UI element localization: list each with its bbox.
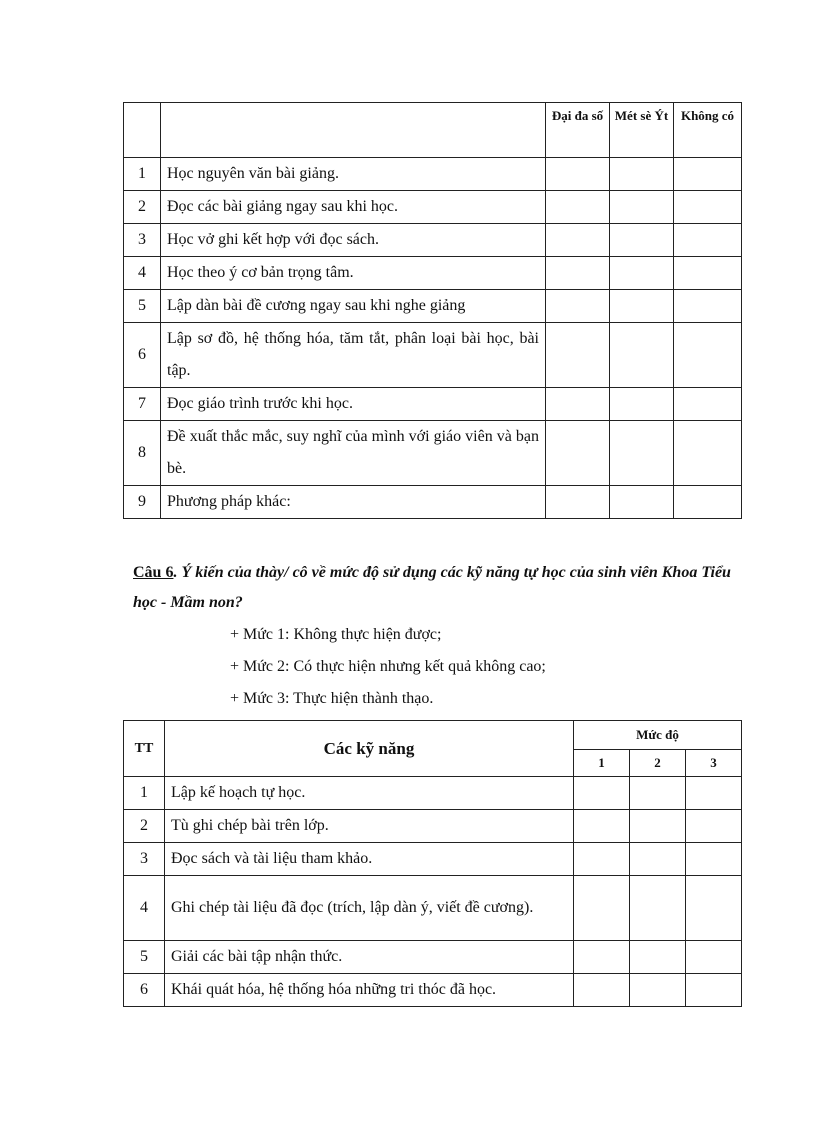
row-text: Lập dàn bài đề cương ngay sau khi nghe giảng	[161, 290, 546, 323]
cell-level-2	[630, 810, 686, 843]
cell-none	[674, 421, 742, 486]
table1-header-row	[124, 103, 742, 158]
cell-few	[610, 257, 674, 290]
row-number: 6	[124, 323, 161, 388]
cell-majority	[546, 388, 610, 421]
row-text: Lập sơ đồ, hệ thống hóa, tăm tắt, phân loại bài học, bài tập.	[161, 323, 546, 388]
row-text: Khái quát hóa, hệ thống hóa những tri thóc đã học.	[165, 974, 574, 1007]
row-number: 8	[124, 421, 161, 486]
cell-few	[610, 158, 674, 191]
cell-majority	[546, 224, 610, 257]
table-row	[124, 777, 742, 810]
table1-header-few: Mét sè Ýt	[610, 103, 674, 158]
cell-level-3	[686, 876, 742, 941]
cell-majority	[546, 191, 610, 224]
cell-few	[610, 421, 674, 486]
cell-none	[674, 323, 742, 388]
level-2-line: + Mức 2: Có thực hiện nhưng kết quả không cao;	[230, 658, 546, 675]
table-row	[124, 421, 742, 486]
cell-level-1	[574, 810, 630, 843]
cell-few	[610, 486, 674, 519]
row-number: 5	[124, 941, 165, 974]
table-row	[124, 486, 742, 519]
table-row	[124, 388, 742, 421]
cell-none	[674, 486, 742, 519]
cell-level-3	[686, 777, 742, 810]
cell-level-1	[574, 777, 630, 810]
row-text: Đọc giáo trình trước khi học.	[161, 388, 546, 421]
row-text: Học nguyên văn bài giảng.	[161, 158, 546, 191]
row-text: Đọc các bài giảng ngay sau khi học.	[161, 191, 546, 224]
row-number: 1	[124, 158, 161, 191]
table-row	[124, 876, 742, 941]
cell-level-2	[630, 876, 686, 941]
table-row	[124, 843, 742, 876]
table-row	[124, 323, 742, 388]
cell-majority	[546, 421, 610, 486]
row-text: Đề xuất thắc mắc, suy nghĩ của mình với giáo viên và bạn bè.	[161, 421, 546, 486]
question-text: . Ý kiến của thày/ cô về mức độ sử dụng các kỹ năng tự học của sinh viên Khoa Tiểu học - Mầm non?	[133, 564, 731, 611]
table-row	[124, 191, 742, 224]
cell-level-1	[574, 974, 630, 1007]
table-row	[124, 974, 742, 1007]
cell-level-3	[686, 974, 742, 1007]
table2-header-row	[124, 721, 742, 750]
table-row	[124, 290, 742, 323]
row-number: 6	[124, 974, 165, 1007]
cell-level-2	[630, 777, 686, 810]
cell-few	[610, 191, 674, 224]
cell-none	[674, 290, 742, 323]
table1-header-num	[124, 103, 161, 158]
cell-few	[610, 224, 674, 257]
practice-table	[123, 102, 742, 519]
table-row	[124, 941, 742, 974]
table-row	[124, 224, 742, 257]
row-text: Ghi chép tài liệu đã đọc (trích, lập dàn ý, viết đề cương).	[165, 876, 574, 941]
row-number: 5	[124, 290, 161, 323]
cell-level-3	[686, 810, 742, 843]
row-number: 4	[124, 257, 161, 290]
table1-header-none: Không có	[674, 103, 742, 158]
row-number: 7	[124, 388, 161, 421]
cell-few	[610, 290, 674, 323]
level-3-header: 3	[686, 750, 742, 777]
cell-none	[674, 257, 742, 290]
skills-header: Các kỹ năng	[165, 721, 574, 777]
skills-table	[123, 720, 742, 1007]
row-text: Giải các bài tập nhận thức.	[165, 941, 574, 974]
cell-majority	[546, 323, 610, 388]
row-text: Đọc sách và tài liệu tham khảo.	[165, 843, 574, 876]
row-number: 3	[124, 224, 161, 257]
question-6	[133, 558, 753, 618]
cell-few	[610, 388, 674, 421]
level-header: Mức độ	[574, 721, 742, 750]
row-number: 3	[124, 843, 165, 876]
cell-none	[674, 191, 742, 224]
row-text: Học theo ý cơ bản trọng tâm.	[161, 257, 546, 290]
cell-level-2	[630, 941, 686, 974]
cell-level-1	[574, 941, 630, 974]
cell-majority	[546, 486, 610, 519]
level-2-header: 2	[630, 750, 686, 777]
row-text: Tù ghi chép bài trên lớp.	[165, 810, 574, 843]
cell-majority	[546, 257, 610, 290]
level-1-line: + Mức 1: Không thực hiện được;	[230, 626, 442, 643]
cell-level-3	[686, 941, 742, 974]
cell-level-3	[686, 843, 742, 876]
table-row	[124, 158, 742, 191]
row-number: 2	[124, 191, 161, 224]
cell-none	[674, 158, 742, 191]
row-number: 9	[124, 486, 161, 519]
cell-level-1	[574, 843, 630, 876]
table1-header-desc	[161, 103, 546, 158]
row-text: Phương pháp khác:	[161, 486, 546, 519]
row-number: 4	[124, 876, 165, 941]
cell-majority	[546, 290, 610, 323]
row-text: Học vở ghi kết hợp với đọc sách.	[161, 224, 546, 257]
cell-level-2	[630, 974, 686, 1007]
table-row	[124, 810, 742, 843]
cell-level-2	[630, 843, 686, 876]
row-number: 1	[124, 777, 165, 810]
row-number: 2	[124, 810, 165, 843]
level-3-line: + Mức 3: Thực hiện thành thạo.	[230, 690, 434, 707]
cell-level-1	[574, 876, 630, 941]
cell-few	[610, 323, 674, 388]
cell-none	[674, 388, 742, 421]
cell-none	[674, 224, 742, 257]
tt-header: TT	[124, 721, 165, 777]
question-number: Câu 6	[133, 564, 174, 581]
row-text: Lập kế hoạch tự học.	[165, 777, 574, 810]
cell-majority	[546, 158, 610, 191]
level-1-header: 1	[574, 750, 630, 777]
table-row	[124, 257, 742, 290]
table1-header-majority: Đại đa số	[546, 103, 610, 158]
